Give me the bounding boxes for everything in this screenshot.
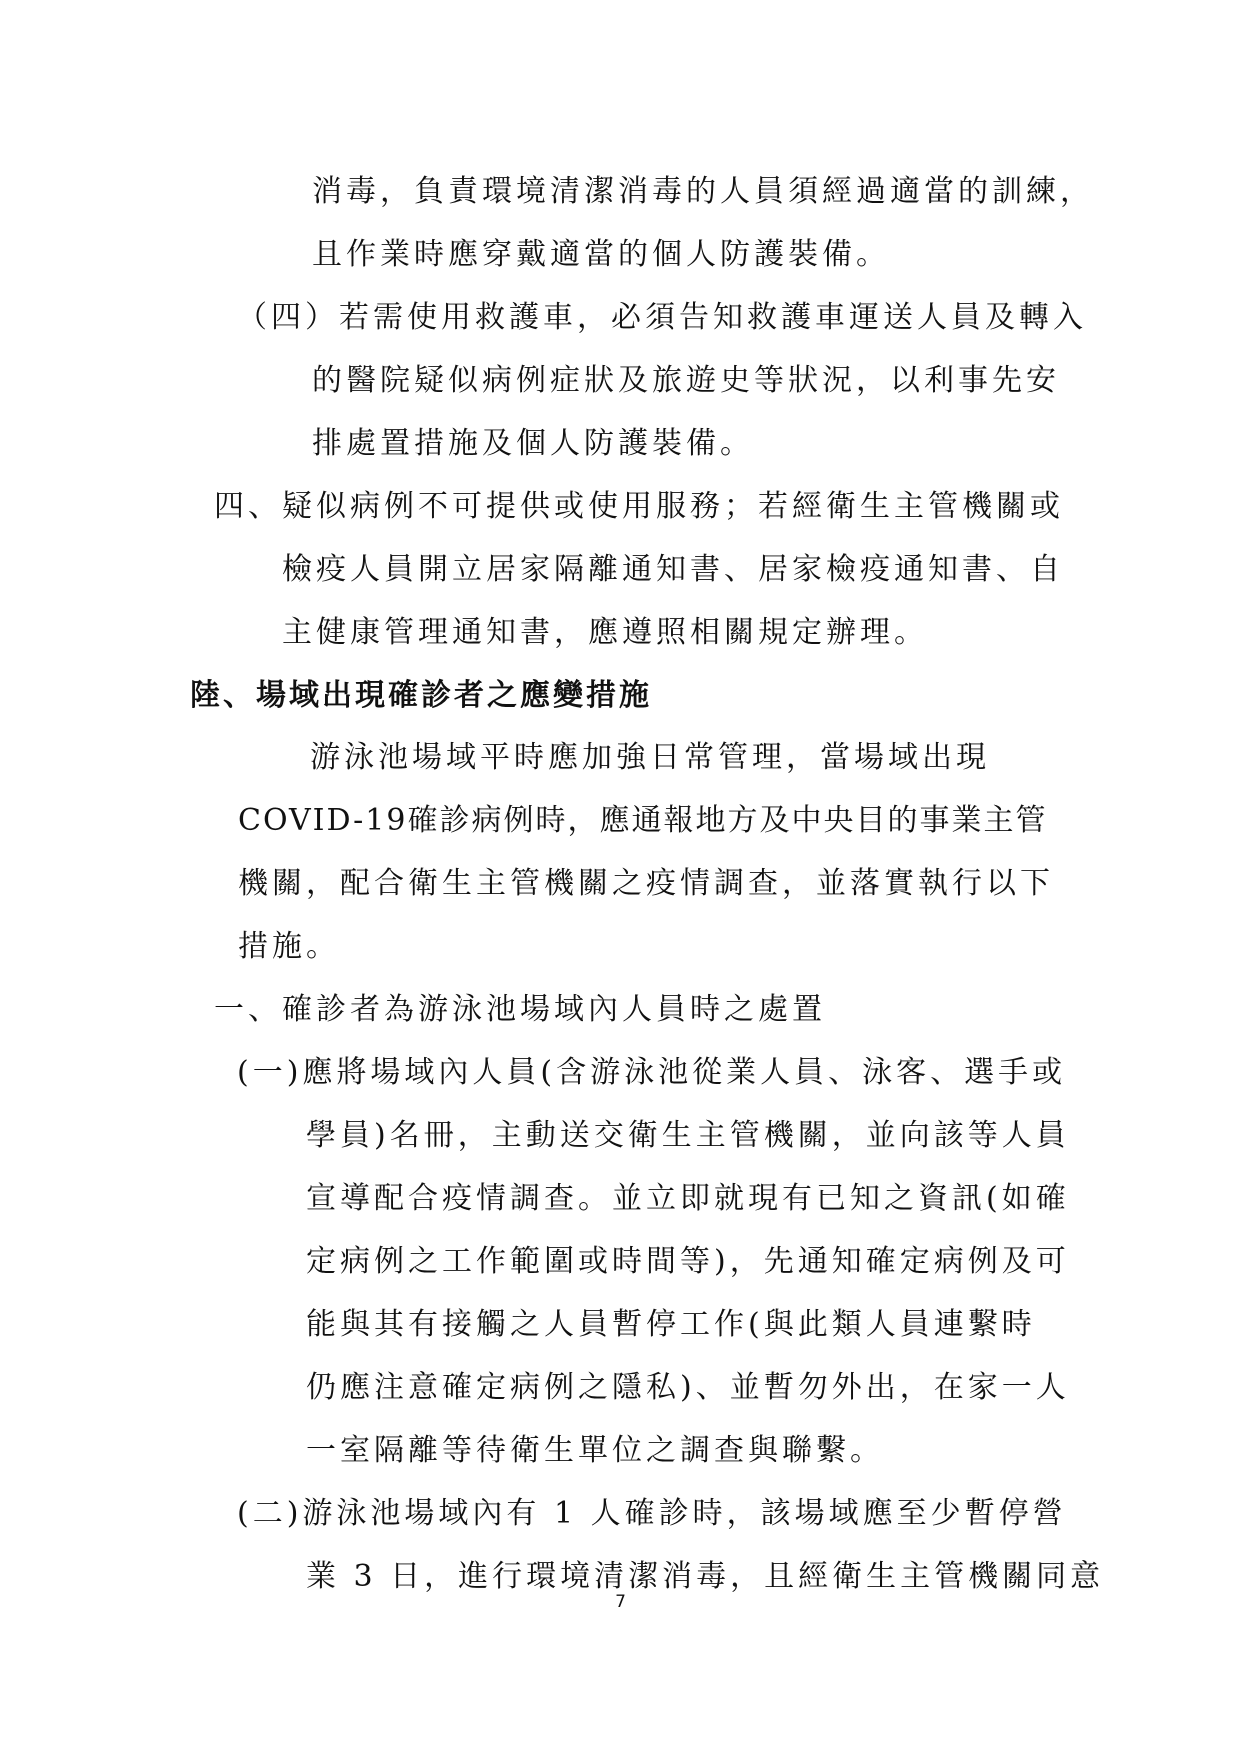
text-line: 游泳池場域平時應加強日常管理，當場域出現 bbox=[310, 740, 990, 775]
text-line: 且作業時應穿戴適當的個人防護裝備。 bbox=[312, 237, 890, 272]
text-line: 仍應注意確定病例之隱私)、並暫勿外出，在家一人 bbox=[306, 1370, 1070, 1405]
text-line: 一室隔離等待衛生單位之調查與聯繫。 bbox=[306, 1433, 884, 1468]
text-line: 機關，配合衛生主管機關之疫情調查，並落實執行以下 bbox=[238, 866, 1054, 901]
text-line: 主健康管理通知書，應遵照相關規定辦理。 bbox=[282, 615, 928, 650]
text-line: 能與其有接觸之人員暫停工作(與此類人員連繫時 bbox=[306, 1307, 1036, 1342]
text-line: 消毒，負責環境清潔消毒的人員須經過適當的訓練， bbox=[312, 174, 1094, 209]
text-line: (一)應將場域內人員(含游泳池從業人員、泳客、選手或 bbox=[237, 1055, 1067, 1090]
section-heading: 陸、場域出現確診者之應變措施 bbox=[190, 678, 652, 713]
text-line: 檢疫人員開立居家隔離通知書、居家檢疫通知書、自 bbox=[282, 552, 1064, 587]
text-line: 措施。 bbox=[238, 929, 340, 964]
text-line: 學員)名冊，主動送交衛生主管機關，並向該等人員 bbox=[306, 1118, 1070, 1153]
text-line: (二)游泳池場域內有 1 人確診時，該場域應至少暫停營 bbox=[237, 1496, 1067, 1531]
text-line: （四）若需使用救護車，必須告知救護車運送人員及轉入 bbox=[237, 300, 1087, 335]
text-line: COVID-19確診病例時，應通報地方及中央目的事業主管 bbox=[238, 803, 1048, 838]
text-line: 定病例之工作範圍或時間等)，先通知確定病例及可 bbox=[306, 1244, 1070, 1279]
text-line: 宣導配合疫情調查。並立即就現有已知之資訊(如確 bbox=[306, 1181, 1070, 1216]
text-line: 排處置措施及個人防護裝備。 bbox=[312, 426, 754, 461]
text-line: 業 3 日，進行環境清潔消毒，且經衛生主管機關同意 bbox=[306, 1559, 1105, 1594]
page-number: 7 bbox=[615, 1592, 626, 1612]
subsection-heading: 一、確診者為游泳池場域內人員時之處置 bbox=[214, 992, 826, 1027]
text-line: 四、疑似病例不可提供或使用服務；若經衛生主管機關或 bbox=[214, 489, 1064, 524]
text-line: 的醫院疑似病例症狀及旅遊史等狀況，以利事先安 bbox=[312, 363, 1060, 398]
